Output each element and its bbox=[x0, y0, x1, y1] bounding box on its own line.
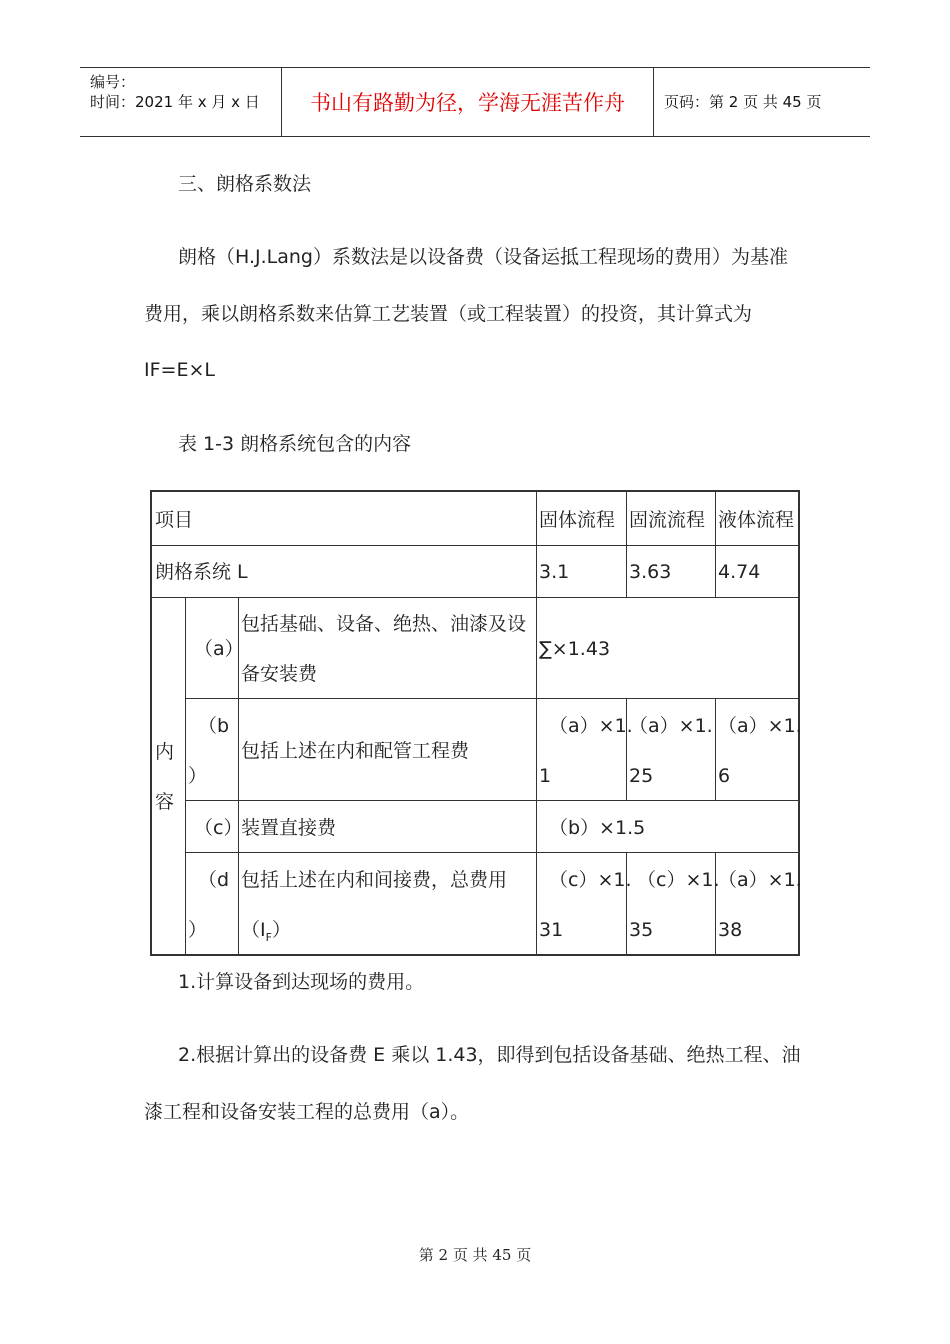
row-desc: 包括基础、设备、绝热、油漆及设 bbox=[241, 613, 527, 635]
step-text: 漆工程和设备安装工程的总费用（a）。 bbox=[144, 1101, 470, 1123]
table-rule bbox=[185, 698, 798, 699]
header-meta bbox=[90, 72, 280, 112]
table-rule bbox=[152, 597, 798, 598]
header-cell-fluid: 液体流程 bbox=[718, 509, 795, 531]
table-rule bbox=[715, 492, 716, 597]
header-motto: 书山有路勤为径，学海无涯苦作舟 bbox=[310, 91, 625, 115]
lang-coefficient-table bbox=[150, 490, 800, 956]
lang-value: 3.1 bbox=[539, 561, 570, 583]
section-title: 三、朗格系数法 bbox=[178, 173, 312, 195]
lang-value: 4.74 bbox=[718, 561, 761, 583]
header-cell-solid-fluid: 固流流程 bbox=[629, 509, 706, 531]
row-value: （c）×1. bbox=[637, 869, 720, 891]
content-label: 容 bbox=[155, 791, 175, 813]
page-header bbox=[80, 67, 870, 137]
table-rule bbox=[185, 800, 798, 801]
step-text: 1.计算设备到达现场的费用。 bbox=[178, 971, 425, 993]
row-code: ） bbox=[188, 919, 208, 941]
row-desc: 包括上述在内和配管工程费 bbox=[241, 740, 470, 762]
row-value: 38 bbox=[718, 919, 743, 941]
merged-value: ∑×1.43 bbox=[539, 638, 611, 660]
row-value: （c）×1. bbox=[549, 869, 632, 891]
row-desc: 装置直接费 bbox=[241, 817, 337, 839]
row-code: ） bbox=[188, 765, 208, 787]
header-cell-solid: 固体流程 bbox=[539, 509, 616, 531]
step-text: 2.根据计算出的设备费 E 乘以 1.43，即得到包括设备基础、绝热工程、油 bbox=[178, 1044, 801, 1066]
table-rule bbox=[152, 545, 798, 546]
paragraph-line: 朗格（H.J.Lang）系数法是以设备费（设备运抵工程现场的费用）为基准 bbox=[178, 246, 788, 268]
header-cell-item: 项目 bbox=[155, 509, 194, 531]
row-code: （b bbox=[198, 715, 230, 737]
row-desc: 包括上述在内和间接费，总费用 bbox=[241, 869, 508, 891]
row-code: （d bbox=[198, 869, 230, 891]
row-desc-total-cost: $(I_F)$ bbox=[241, 919, 291, 944]
row-value: 31 bbox=[539, 919, 564, 941]
table-rule bbox=[715, 698, 716, 800]
row-value: 6 bbox=[718, 765, 731, 787]
table-rule bbox=[626, 492, 627, 597]
doc-date-label: 时间：2021 年 x 月 x 日 bbox=[90, 93, 260, 111]
row-value: （a）×1. bbox=[718, 715, 802, 737]
row-value: （a）×1. bbox=[549, 715, 633, 737]
merged-value: （b）×1.5 bbox=[549, 817, 646, 839]
content-label: 内 bbox=[155, 741, 175, 763]
header-divider bbox=[653, 68, 654, 136]
row-code: （a） bbox=[194, 638, 244, 660]
row-value: （a）×1. bbox=[718, 869, 802, 891]
table-caption: 表 1-3 朗格系统包含的内容 bbox=[178, 433, 412, 455]
doc-number-label: 编号： bbox=[90, 73, 136, 91]
row-desc: 备安装费 bbox=[241, 663, 318, 685]
table-rule bbox=[185, 597, 186, 954]
row-value: （a）×1. bbox=[629, 715, 713, 737]
row-value: 35 bbox=[629, 919, 654, 941]
page-footer: 第 2 页 共 45 页 bbox=[418, 1246, 532, 1264]
row-code: （c） bbox=[194, 817, 243, 839]
paragraph-line: 费用，乘以朗格系数来估算工艺装置（或工程装置）的投资，其计算式为 bbox=[144, 303, 753, 325]
row-value: 25 bbox=[629, 765, 654, 787]
header-page-info: 页码：第 2 页 共 45 页 bbox=[664, 93, 822, 111]
table-rule bbox=[185, 852, 798, 853]
formula: IF=E×L bbox=[144, 359, 215, 381]
lang-row-label: 朗格系统 L bbox=[155, 561, 248, 583]
row-value: 1 bbox=[539, 765, 552, 787]
table-rule bbox=[536, 492, 537, 954]
lang-value: 3.63 bbox=[629, 561, 672, 583]
